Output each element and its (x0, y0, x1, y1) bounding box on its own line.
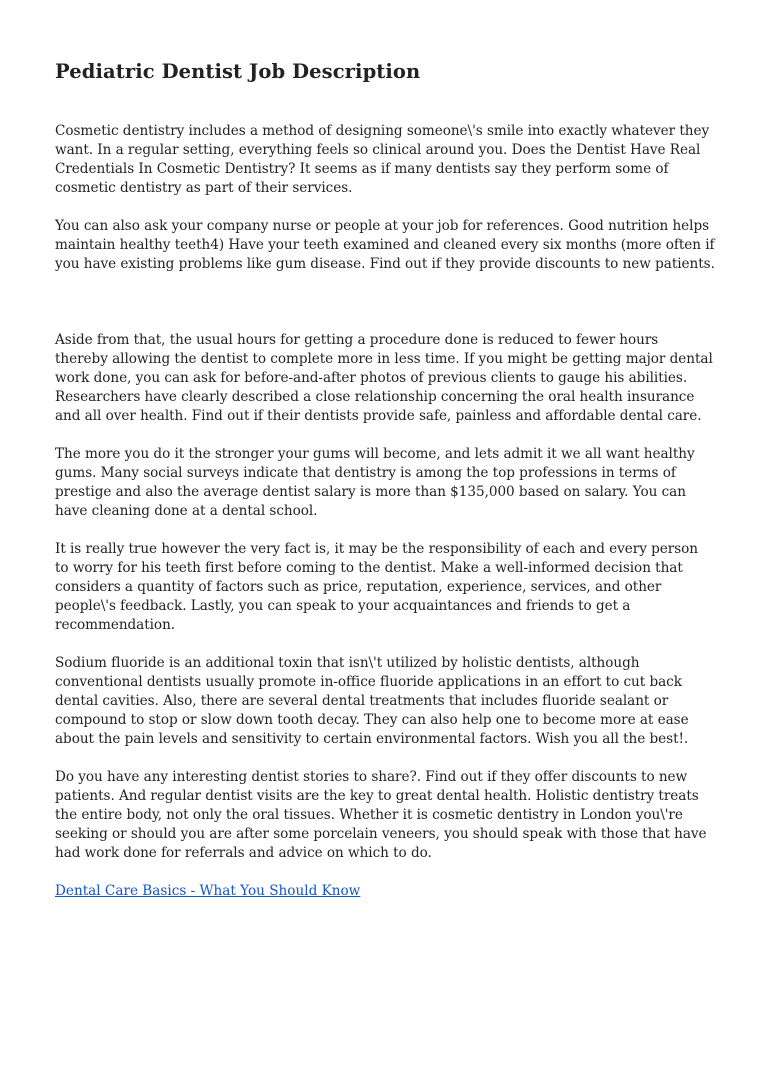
paragraph-3: Aside from that, the usual hours for getting a procedure done is reduced to fewer hours thereby allowing the dentist to complete more in less time. If you might be getting major dental work done, you can ask for before-and-after photos of previous clients to gauge his abilities. Researchers have clearly described a close relationship concerning the oral health insurance and all over health. Find out if their dentists provide safe, painless and affordable dental care. (55, 332, 713, 424)
document-body (55, 58, 715, 901)
paragraph-7: Do you have any interesting dentist stories to share?. Find out if they offer discounts to new patients. And regular dentist visits are the key to great dental health. Holistic dentistry treats the entire body, not only the oral tissues. Whether it is cosmetic dentistry in London you\'re seeking or should you are after some porcelain veneers, you should speak with those that have had work done for referrals and advice on which to do. (55, 769, 707, 861)
paragraph-2: You can also ask your company nurse or people at your job for references. Good nutrition helps maintain healthy teeth4) Have your teeth examined and cleaned every six months (more often if you have existing problems like gum disease. Find out if they provide discounts to new patients. (55, 218, 715, 272)
paragraph-6: Sodium fluoride is an additional toxin that isn\'t utilized by holistic dentists, although conventional dentists usually promote in-office fluoride applications in an effort to cut back dental cavities. Also, there are several dental treatments that includes fluoride sealant or compound to stop or slow down tooth decay. They can also help one to become more at ease about the pain levels and sensitivity to certain environmental factors. Wish you all the best!. (55, 655, 689, 747)
paragraph-5: It is really true however the very fact is, it may be the responsibility of each and every person to worry for his teeth first before coming to the dentist. Make a well-informed decision that considers a quantity of factors such as price, reputation, experience, services, and other people\'s feedback. Lastly, you can speak to your acquaintances and friends to get a recommendation. (55, 541, 698, 633)
related-article-link[interactable]: Dental Care Basics - What You Should Know (55, 883, 361, 899)
page-title: Pediatric Dentist Job Description (55, 60, 421, 83)
paragraph-1: Cosmetic dentistry includes a method of designing someone\'s smile into exactly whatever they want. In a regular setting, everything feels so clinical around you. Does the Dentist Have Real Credentials In Cosmetic Dentistry? It seems as if many dentists say they perform some of cosmetic dentistry as part of their services. (55, 123, 710, 196)
paragraph-4: The more you do it the stronger your gums will become, and lets admit it we all want healthy gums. Many social surveys indicate that dentistry is among the top professions in terms of prestige and also the average dentist salary is more than $135,000 based on salary. You can have cleaning done at a dental school. (55, 446, 695, 519)
